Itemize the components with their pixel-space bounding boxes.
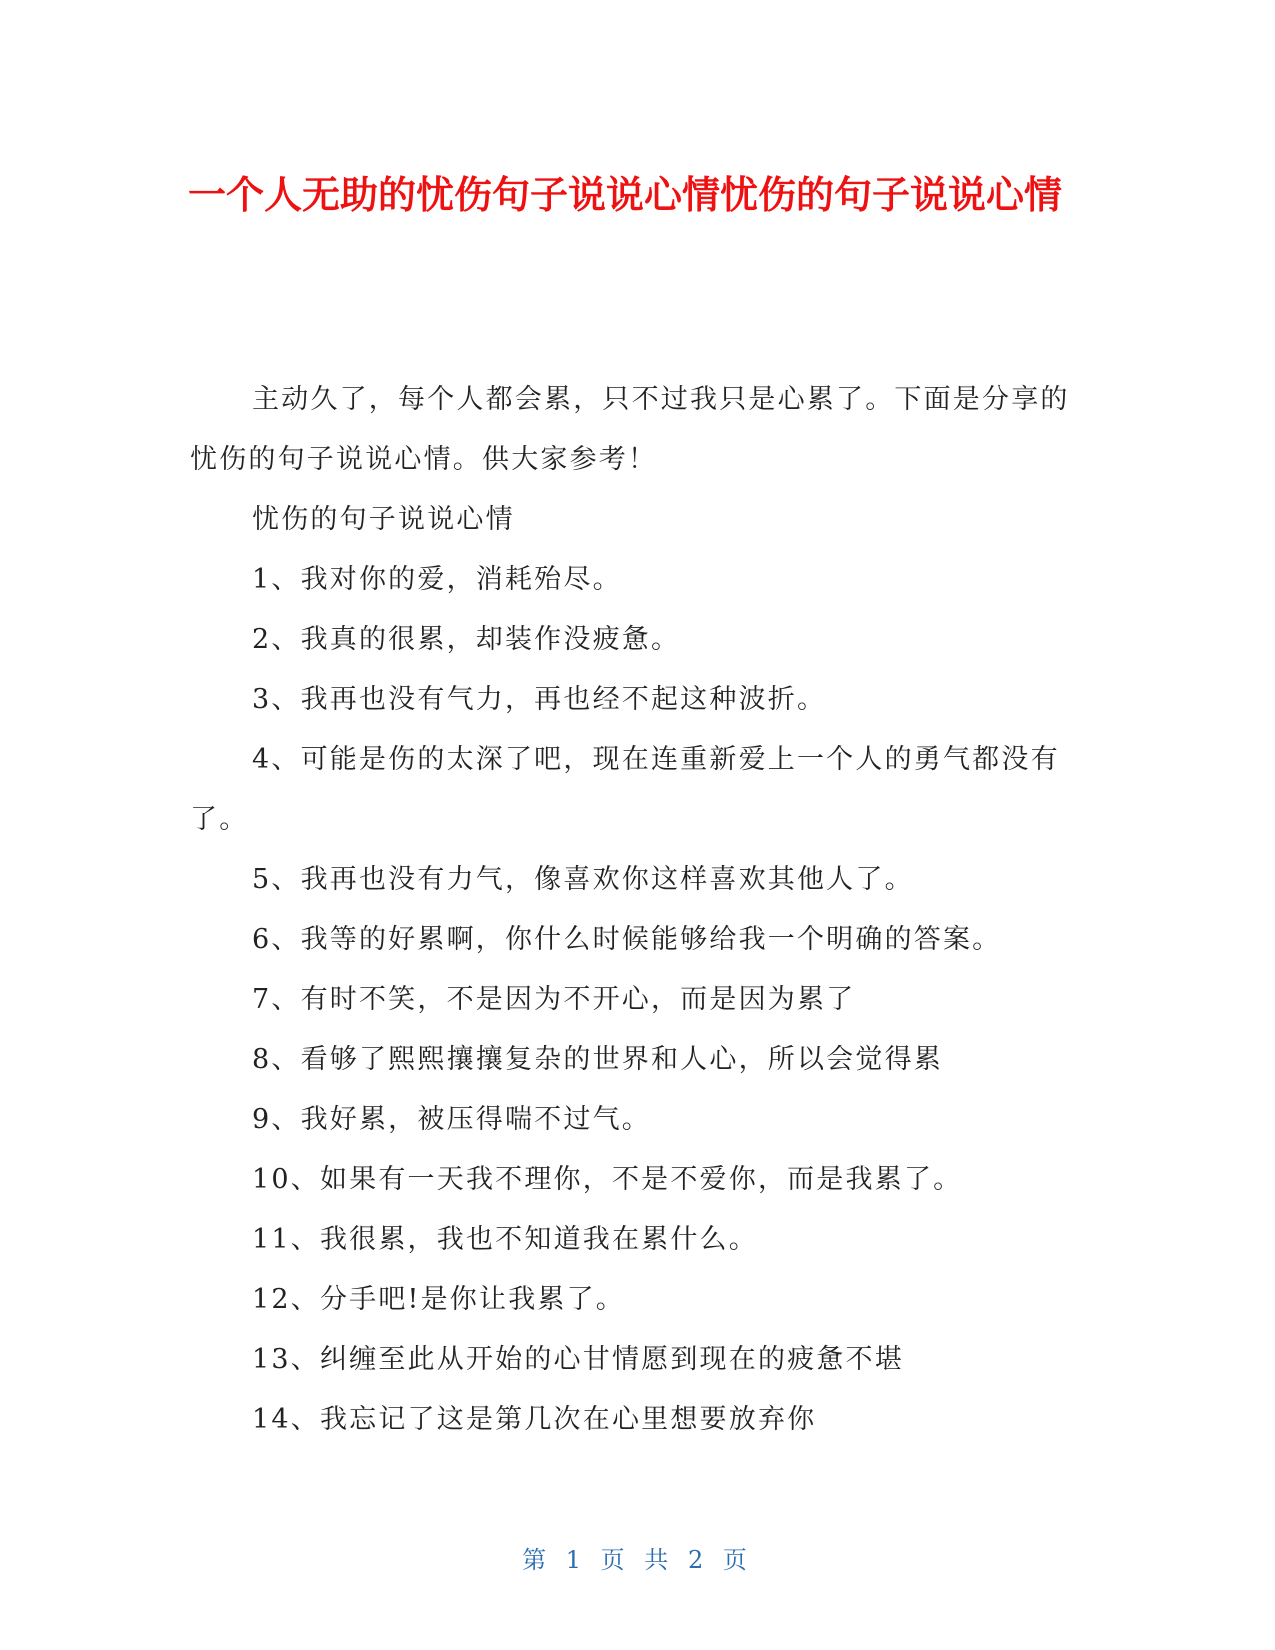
page-number-footer: 第 1 页 共 2 页 [522, 1546, 753, 1574]
list-item: 10、如果有一天我不理你，不是不爱你，而是我累了。 [252, 1164, 963, 1195]
list-item: 14、我忘记了这是第几次在心里想要放弃你 [252, 1404, 817, 1435]
list-item: 12、分手吧!是你让我累了。 [252, 1284, 626, 1315]
list-item: 7、有时不笑，不是因为不开心，而是因为累了 [252, 984, 856, 1015]
list-item: 9、我好累，被压得喘不过气。 [252, 1104, 651, 1135]
list-item: 13、纠缠至此从开始的心甘情愿到现在的疲惫不堪 [252, 1344, 904, 1375]
list-item: 4、可能是伤的太深了吧，现在连重新爱上一个人的勇气都没有了。 [190, 744, 1060, 835]
section-heading: 忧伤的句子说说心情 [252, 504, 515, 535]
document-title: 一个人无助的忧伤句子说说心情忧伤的句子说说心情 [187, 173, 1062, 217]
list-item: 3、我再也没有气力，再也经不起这种波折。 [252, 684, 827, 715]
list-item: 11、我很累，我也不知道我在累什么。 [252, 1224, 758, 1255]
list-item: 2、我真的很累，却装作没疲惫。 [252, 624, 681, 655]
document-body [190, 370, 1075, 1450]
list-item: 8、看够了熙熙攘攘复杂的世界和人心，所以会觉得累 [252, 1044, 943, 1075]
intro-paragraph: 主动久了，每个人都会累，只不过我只是心累了。下面是分享的忧伤的句子说说心情。供大家参考！ [190, 384, 1070, 475]
list-item: 1、我对你的爱，消耗殆尽。 [252, 564, 622, 595]
list-item: 5、我再也没有力气，像喜欢你这样喜欢其他人了。 [252, 864, 914, 895]
list-item: 6、我等的好累啊，你什么时候能够给我一个明确的答案。 [252, 924, 1002, 955]
